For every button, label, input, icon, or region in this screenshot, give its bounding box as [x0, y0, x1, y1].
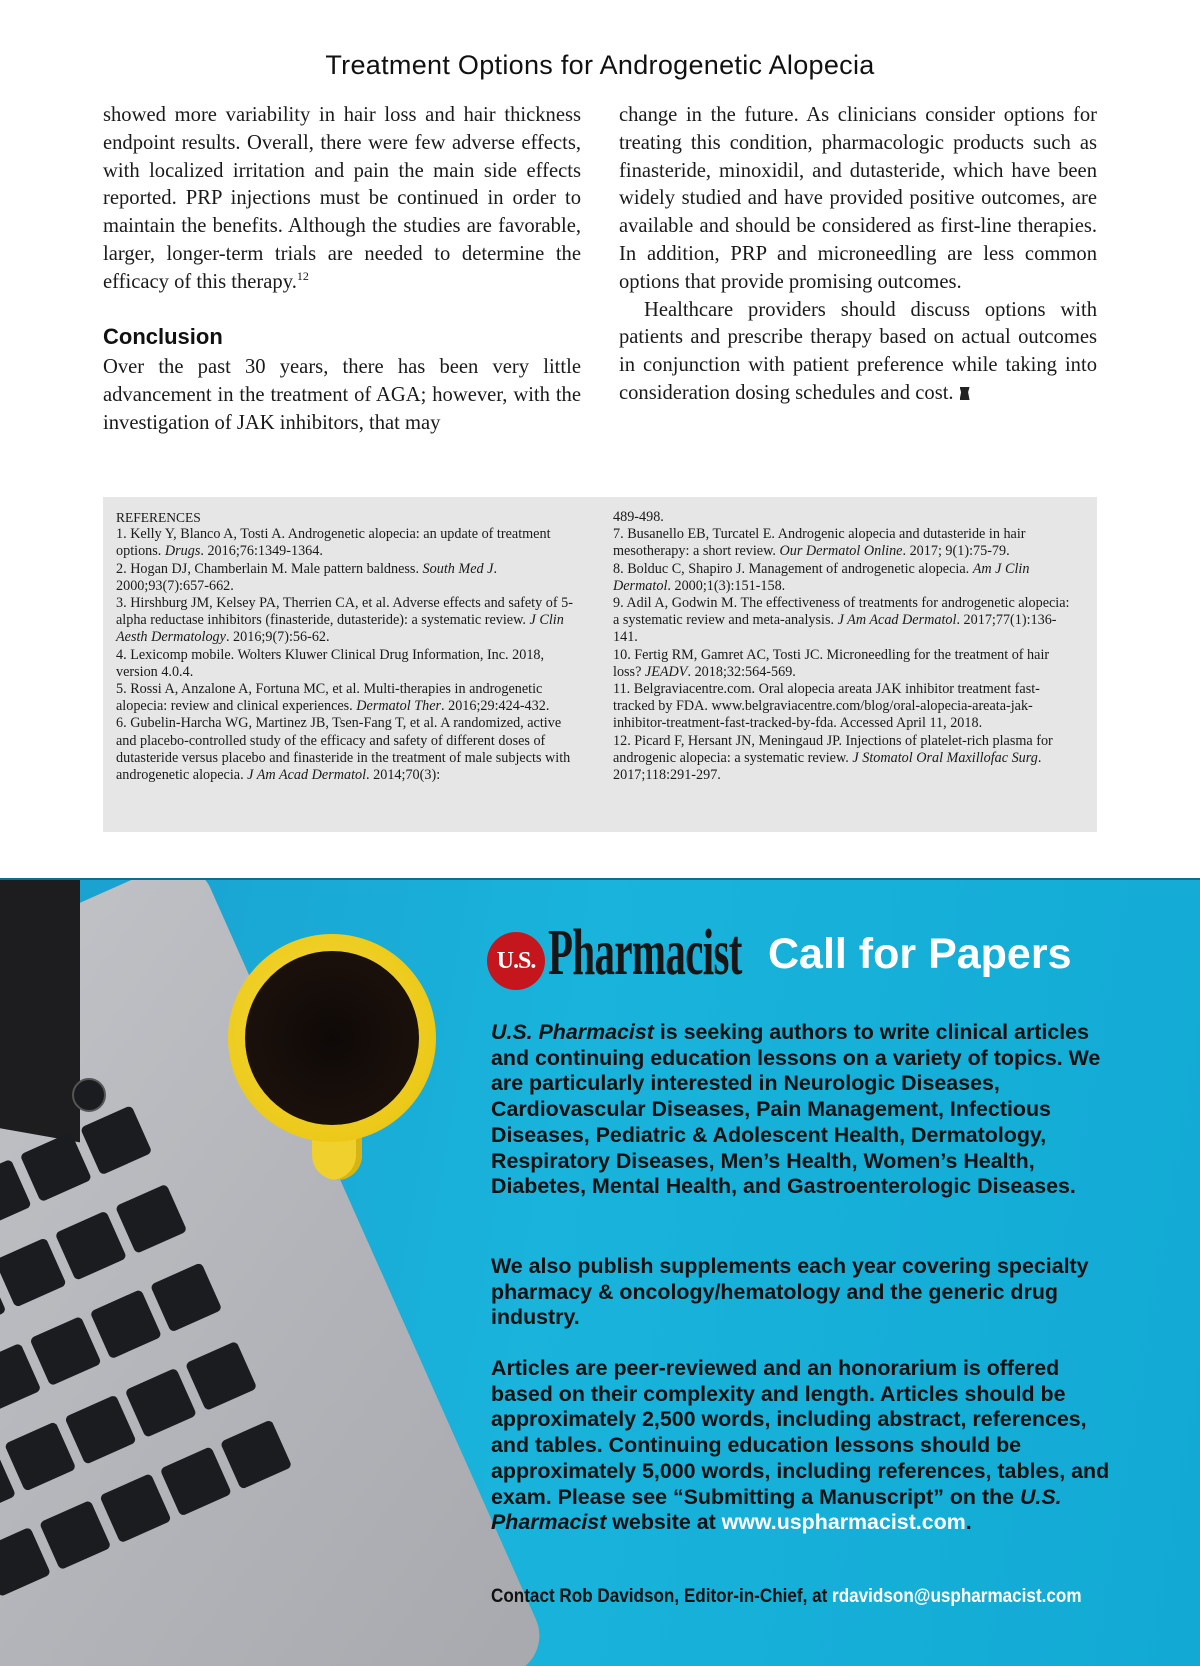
contact-line [491, 1584, 1103, 1610]
paragraph-text: We also publish supplements each year covering specialty pharmacy & oncology/hematology and the generic drug industry. [491, 1254, 1089, 1330]
key [220, 1419, 292, 1489]
key [90, 1289, 162, 1359]
paragraph-text: Healthcare providers should discuss options with patients and prescribe therapy based on actual outcomes in conjunction with patient preference while taking into consideration dosing schedules and cost. [619, 298, 1097, 404]
reference-item: 10. Fertig RM, Gamret AC, Tosti JC. Microneedling for the treatment of hair loss? JEADV. 2018;32:564-569. [613, 646, 1050, 680]
paragraph-text: Articles are peer-reviewed and an honorarium is offered based on their complexity and length. Articles should be approximately 2,500 words, including abstract, references, and tables. Continuing education lessons should be approximately 5,000 words, including references, tables, and exam. Please see “Submitting a Manuscript” on the [491, 1356, 1110, 1509]
article-column-right [619, 102, 1097, 408]
reference-item: 3. Hirshburg JM, Kelsey PA, Therrien CA, et al. Adverse effects and safety of 5-alpha reductase inhibitors (finasteride, dutasteride): a systematic review. J Clin Aesth Dermatology. 2016;9(7):56-62. [116, 595, 573, 646]
article-paragraph [103, 102, 581, 297]
call-for-papers-ad [0, 878, 1200, 1666]
article-paragraph [619, 297, 1097, 408]
ad-paragraph [491, 1254, 1111, 1331]
key [29, 1316, 101, 1386]
reference-item: 4. Lexicomp mobile. Wolters Kluwer Clinical Drug Information, Inc. 2018, version 4.0.4. [116, 646, 545, 680]
call-for-papers-title: Call for Papers [768, 930, 1072, 978]
article-column-left [103, 102, 581, 438]
citation-superscript: 12 [296, 268, 309, 283]
website-link[interactable]: www.uspharmacist.com [721, 1510, 966, 1535]
key [115, 1184, 187, 1254]
key [64, 1394, 136, 1464]
publication-name: U.S. Pharmacist [491, 1484, 1062, 1535]
key [160, 1446, 232, 1516]
us-pharmacist-logo-wordmark: Pharmacist [548, 916, 742, 989]
references-column-left [116, 509, 582, 784]
reference-item: 2. Hogan DJ, Chamberlain M. Male pattern baldness. South Med J. 2000;93(7):657-662. [116, 560, 498, 594]
key [39, 1500, 111, 1570]
paragraph-text: is seeking authors to write clinical articles and continuing education lessons on a variety of topics. We are particularly interested in Neurologic Diseases, Cardiovascular Diseases, Pain Management, Infectious Diseases, Pediatric & Adolescent Health, Dermatology, Respiratory Diseases, Men’s Health, Women’s Health, Diabetes, Mental Health, and Gastroenterologic Diseases. [491, 1020, 1101, 1199]
end-of-article-icon [960, 387, 970, 400]
paragraph-text: website at [606, 1510, 722, 1535]
contact-label: Contact Rob Davidson, Editor-in-Chief, at [491, 1586, 833, 1607]
references-heading: REFERENCES [116, 510, 201, 525]
article-paragraph: Over the past 30 years, there has been very little advancement in the treatment of AGA; however, with the investigation of JAK inhibitors, that may [103, 356, 581, 434]
article-paragraph: change in the future. As clinicians consider options for treating this condition, pharmacologic products such as finasteride, minoxidil, and dutasteride, which have been widely studied and have provided positive outcomes, are available and should be considered as first-line therapies. In addition, PRP and microneedling are less common options that provide promising outcomes. [619, 104, 1097, 293]
reference-item: 489-498. [613, 509, 664, 525]
conclusion-heading: Conclusion [103, 323, 223, 349]
reference-item: 7. Busanello EB, Turcatel E. Androgenic alopecia and dutasteride in hair mesotherapy: a short review. Our Dermatol Online. 2017; 9(1):75-79. [613, 526, 1026, 560]
ad-paragraph [491, 1020, 1111, 1200]
key [185, 1341, 257, 1411]
laptop-screen-edge [0, 878, 80, 1142]
key [0, 1527, 51, 1597]
contact-email-link[interactable]: rdavidson@uspharmacist.com [832, 1586, 1082, 1607]
coffee-surface [245, 951, 419, 1125]
reference-item: 11. Belgraviacentre.com. Oral alopecia areata JAK inhibitor treatment fast-tracked by FDA. www.belgraviacentre.com/blog/oral-alopecia-areata-jak-inhibitor-treatment-fast-tracked-by-fda. Accessed April 11, 2018. [613, 681, 1040, 732]
reference-item: 8. Bolduc C, Shapiro J. Management of androgenetic alopecia. Am J Clin Dermatol. 2000;1(3):151-158. [613, 560, 1030, 594]
ad-paragraph: Articles are peer-reviewed and an honorarium is offered based on their complexity and length. Articles should be approximately 2,500 words, including abstract, references, and tables. Continuing education lessons should be approximately 5,000 words, including references, tables, and exam. Please see “Submitting a Manuscript” on the U.S. Pharmacist website at www.uspharmacist.com. [491, 1356, 1110, 1535]
references-box [103, 497, 1097, 832]
publication-name: U.S. Pharmacist [491, 1020, 654, 1044]
reference-item: 1. Kelly Y, Blanco A, Tosti A. Androgenetic alopecia: an update of treatment options. Drugs. 2016;76:1349-1364. [116, 526, 551, 560]
page-title: Treatment Options for Androgenetic Alopecia [325, 50, 875, 80]
key [99, 1473, 171, 1543]
key [4, 1421, 76, 1491]
key [125, 1368, 197, 1438]
power-button-icon [72, 1078, 106, 1112]
key [0, 1237, 67, 1307]
key [55, 1211, 127, 1281]
reference-item: 5. Rossi A, Anzalone A, Fortuna MC, et al. Multi-therapies in androgenetic alopecia: review and clinical experiences. Dermatol Ther. 2016;29:424-432. [116, 681, 550, 715]
reference-item: 6. Gubelin-Harcha WG, Martinez JB, Tsen-Fang T, et al. A randomized, active and placebo-controlled study of the efficacy and safety of different doses of dutasteride versus placebo and finasteride in the treatment of male subjects with androgenetic alopecia. J Am Acad Dermatol. 2014;70(3): [116, 715, 571, 784]
reference-item: 12. Picard F, Hersant JN, Meningaud JP. Injections of platelet-rich plasma for androgenic alopecia: a systematic review. J Stomatol Oral Maxillofac Surg. 2017;118:291-297. [613, 732, 1053, 784]
key [150, 1262, 222, 1332]
references-column-right [613, 509, 1079, 784]
paragraph-text: showed more variability in hair loss and hair thickness endpoint results. Overall, there were few adverse effects, with localized irritation and pain the main side effects reported. PRP injections must be continued in order to maintain the benefits. Although the studies are favorable, larger, longer-term trials are needed to determine the efficacy of this therapy. [103, 104, 581, 293]
reference-item: 9. Adil A, Godwin M. The effectiveness of treatments for androgenetic alopecia: a systematic review and meta-analysis. J Am Acad Dermatol. 2017;77(1):136-141. [613, 595, 1070, 646]
coffee-mug-image [228, 934, 436, 1142]
us-pharmacist-logo-badge: U.S. [487, 932, 545, 990]
